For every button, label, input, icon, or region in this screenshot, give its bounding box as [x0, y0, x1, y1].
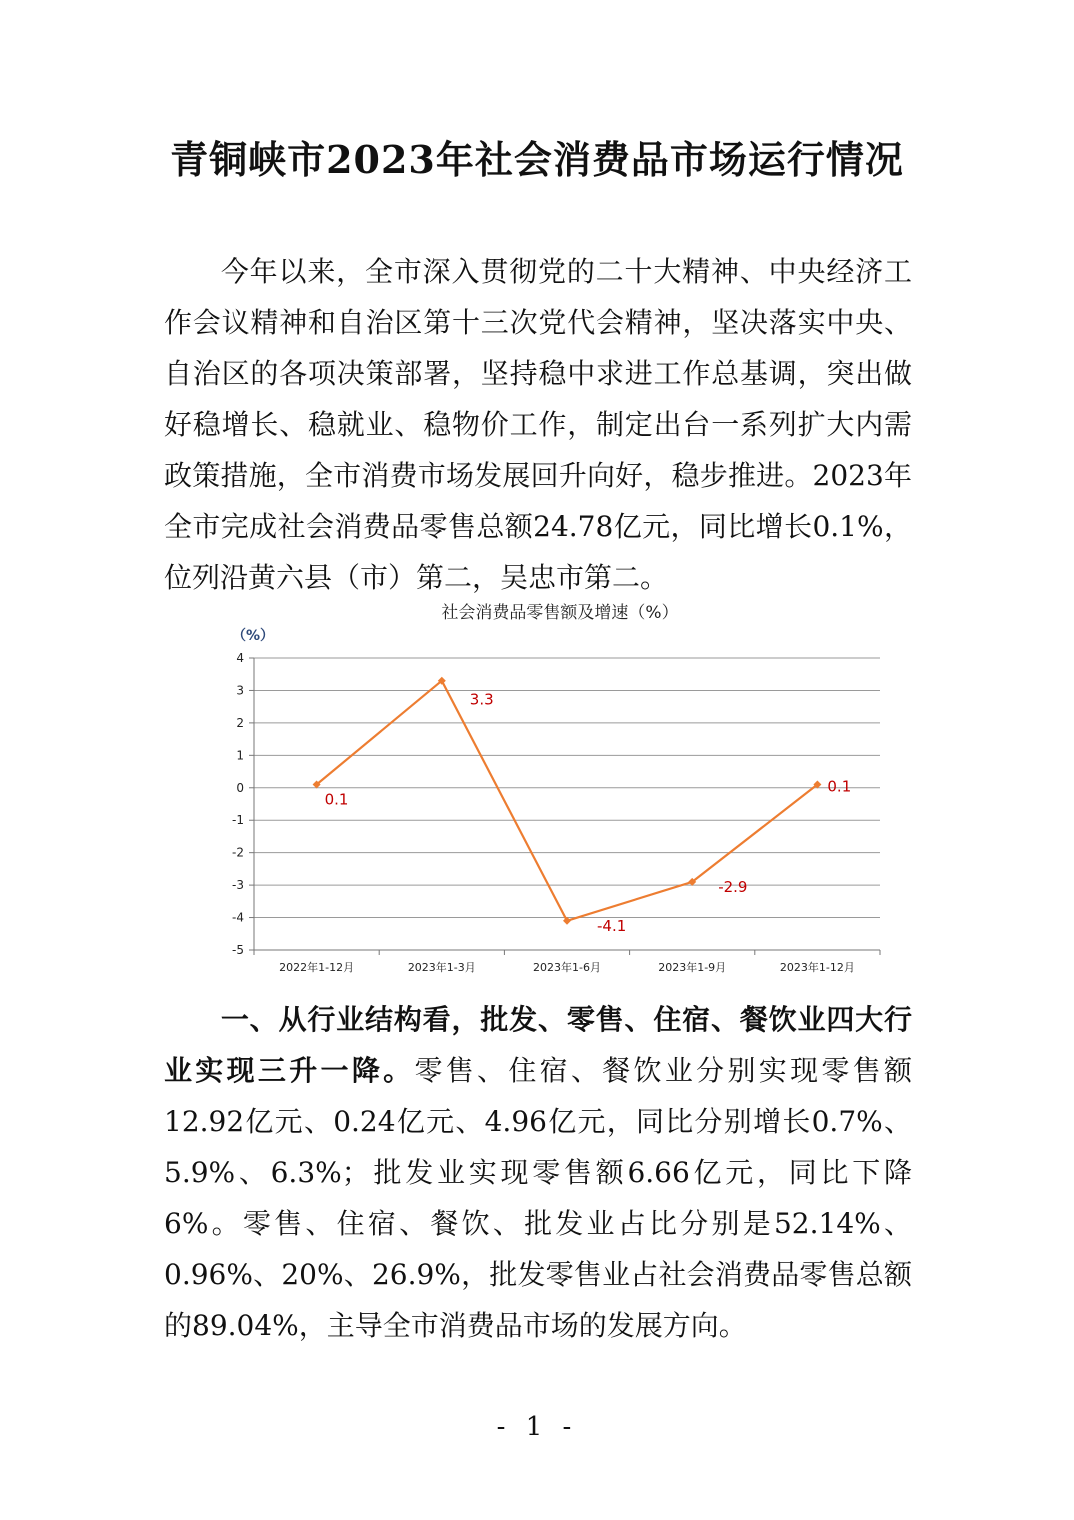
- data-label: -2.9: [718, 877, 748, 896]
- x-tick-label: 2023年1-6月: [533, 961, 601, 974]
- data-label: 3.3: [469, 690, 494, 709]
- section1-paragraph: [164, 994, 912, 1351]
- y-tick-label: -5: [232, 943, 244, 957]
- chart-title: 社会消费品零售额及增速（%）: [441, 603, 679, 623]
- y-tick-label: -1: [232, 813, 244, 828]
- x-tick-label: 2023年1-9月: [658, 961, 727, 974]
- page-number: - 1 -: [496, 1412, 578, 1442]
- y-tick-label: 1: [236, 748, 244, 763]
- y-axis-unit-label: （%）: [232, 628, 275, 644]
- x-tick-label: 2022年1-12月: [279, 961, 355, 974]
- intro-text: 今年以来，全市深入贯彻党的二十大精神、中央经济工作会议精神和自治区第十三次党代会精神，坚决落实中央、自治区的各项决策部署，坚持稳中求进工作总基调，突出做好稳增长、稳就业、稳物价工作，制定出台一系列扩大内需政策措施，全市消费市场发展回升向好，稳步推进。2023年全市完成社会消费品零售总额24.78亿元，同比增长0.1%，位列沿黄六县（市）第二，吴忠市第二。: [164, 255, 912, 594]
- retail-sales-growth-chart: [220, 596, 900, 981]
- chart-svg: [220, 596, 900, 981]
- intro-paragraph: [164, 246, 912, 603]
- y-tick-label: -4: [232, 910, 244, 925]
- page-title: 青铜峡市2023年社会消费品市场运行情况: [170, 137, 904, 182]
- y-tick-label: -2: [232, 845, 244, 860]
- data-label: 0.1: [324, 790, 349, 809]
- y-tick-label: 2: [236, 715, 244, 730]
- data-label: 0.1: [827, 777, 852, 796]
- y-tick-label: 4: [236, 651, 244, 665]
- section1-body: 零售、住宿、餐饮业分别实现零售额12.92亿元、0.24亿元、4.96亿元，同比分别增长0.7%、5.9%、6.3%；批发业实现零售额6.66亿元，同比下降6%。零售、住宿、餐饮、批发业占比分别是52.14%、0.96%、20%、26.9%，批发零售业占社会消费品零售总额的89.04%，主导全市消费品市场的发展方向。: [164, 1054, 912, 1342]
- y-tick-label: -3: [232, 878, 244, 893]
- x-tick-label: 2023年1-3月: [407, 961, 476, 974]
- y-tick-label: 3: [236, 683, 244, 698]
- x-tick-label: 2023年1-12月: [779, 961, 855, 974]
- section1-heading: 一、从行业结构看，批发、零售、住宿、餐饮业四大行业实现三升一降。: [164, 1003, 912, 1087]
- data-label: -4.1: [597, 916, 627, 935]
- y-tick-label: 0: [236, 780, 244, 795]
